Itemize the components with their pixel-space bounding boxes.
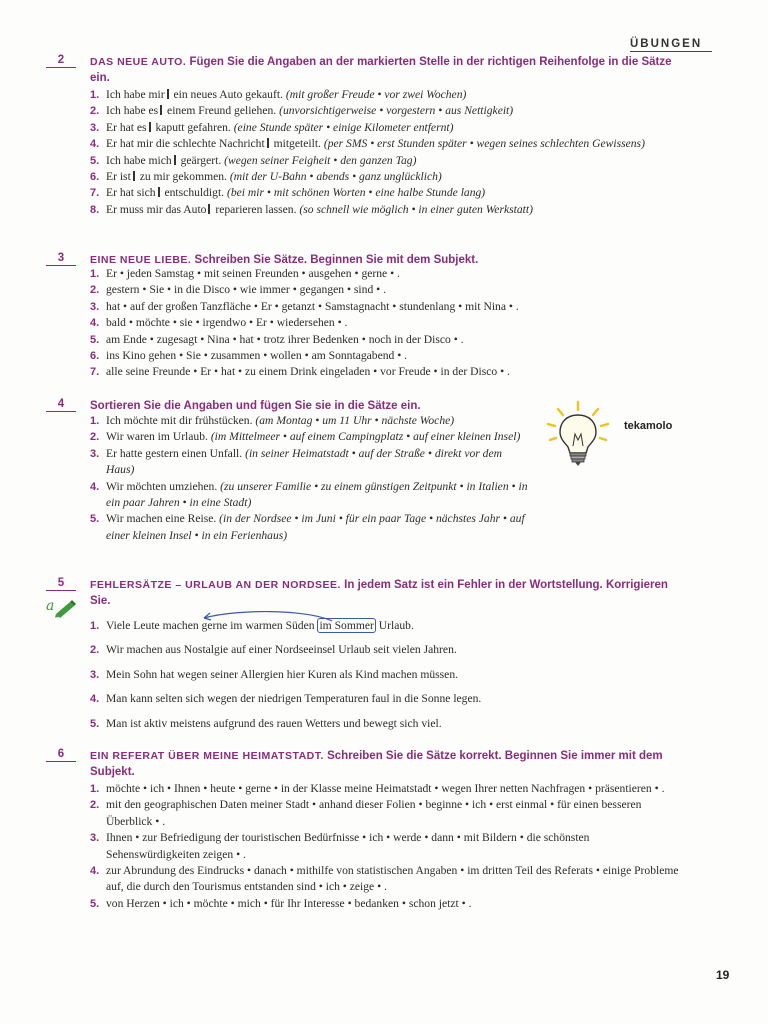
list-item xyxy=(90,413,530,429)
item-text: ins Kino gehen • Sie • zusammen • wollen • am Sonntagabend • . xyxy=(106,349,408,363)
item-hint: (mit großer Freude • vor zwei Wochen) xyxy=(285,88,467,101)
item-number: 5. xyxy=(90,154,100,167)
exercise-title: EIN REFERAT ÜBER MEINE HEIMATSTADT. Schreiben Sie die Sätze korrekt. Beginnen Sie immer mit dem Subjekt. xyxy=(90,750,663,778)
exercise-title: Sortieren Sie die Angaben und fügen Sie sie in die Sätze ein. xyxy=(90,400,421,412)
item-text: ein neues Auto gekauft. xyxy=(170,88,286,101)
bulb-label: tekamolo xyxy=(624,420,673,432)
item-number: 2. xyxy=(90,105,100,118)
exercise-number: 4 xyxy=(46,398,76,412)
list-item xyxy=(90,364,700,380)
item-hint: (so schnell wie möglich • in einer guten Werkstatt) xyxy=(299,202,533,216)
item-hint: (per SMS • erst Stunden später • wegen seines schlechten Gewissens) xyxy=(323,137,645,151)
item-number: 3. xyxy=(90,300,100,313)
item-text: bald • möchte • sie • irgendwo • Er • wiedersehen • . xyxy=(106,316,348,330)
exercise-title: EINE NEUE LIEBE. Schreiben Sie Sätze. Beginnen Sie mit dem Subjekt. xyxy=(90,254,479,266)
list-item xyxy=(90,282,700,298)
exercise-number: 6 xyxy=(46,748,76,762)
exercise-items xyxy=(90,87,700,218)
exercise-items xyxy=(90,413,530,544)
list-item xyxy=(90,169,700,185)
pencil-icon xyxy=(54,598,78,618)
item-number: 5. xyxy=(90,897,100,910)
insertion-marker xyxy=(160,105,162,115)
item-number: 4. xyxy=(90,693,100,706)
item-number: 2. xyxy=(90,644,100,656)
item-number: 5. xyxy=(90,717,100,730)
list-item xyxy=(90,830,680,863)
item-text: zu mir gekommen. xyxy=(136,170,230,184)
item-number: 7. xyxy=(90,366,100,379)
list-item xyxy=(90,348,700,364)
item-text: Man ist aktiv meistens aufgrund des rauen Wetters und bewegt sich viel. xyxy=(106,716,442,730)
item-text: Ich möchte mit dir frühstücken. xyxy=(106,414,256,427)
item-text: gestern • Sie • in die Disco • wie immer • gegangen • sind • . xyxy=(106,283,387,297)
item-text: Er ist xyxy=(106,170,131,184)
list-item xyxy=(90,797,680,830)
item-text: entschuldigt. xyxy=(161,186,227,200)
list-item xyxy=(90,896,680,912)
item-text: mit den geographischen Daten meiner Stadt • anhand dieser Folien • beginne • ich • erst einmal • für einen besseren Überblick • . xyxy=(106,798,642,828)
item-text: kaputt gefahren. xyxy=(152,120,234,134)
list-item xyxy=(90,781,680,797)
list-item xyxy=(90,315,700,331)
item-text: einem Freund geliehen. xyxy=(164,104,280,118)
list-item xyxy=(90,429,530,445)
list-item xyxy=(90,299,700,315)
item-number: 6. xyxy=(90,171,100,184)
item-number: 2. xyxy=(90,799,100,812)
list-item xyxy=(90,136,700,152)
example-annotation: a xyxy=(42,598,82,622)
item-text: von Herzen • ich • möchte • mich • für Ihr Interesse • bedanken • schon jetzt • . xyxy=(106,896,472,910)
item-number: 7. xyxy=(90,187,100,200)
item-text: Ich habe es xyxy=(106,104,159,118)
list-item xyxy=(90,642,700,658)
item-number: 1. xyxy=(90,783,100,795)
item-text: Man kann selten sich wegen der niedrigen Temperaturen faul in die Sonne legen. xyxy=(106,692,482,706)
item-text: Wir möchten umziehen. xyxy=(106,479,221,493)
item-text: Er hat mir die schlechte Nachricht xyxy=(106,137,265,151)
item-number: 4. xyxy=(90,865,100,878)
item-number: 4. xyxy=(90,317,100,330)
item-hint: (unvorsichtigerweise • vorgestern • aus Nettigkeit) xyxy=(279,104,514,118)
item-number: 1. xyxy=(90,89,100,101)
item-number: 3. xyxy=(90,447,100,460)
item-number: 1. xyxy=(90,268,100,280)
insertion-marker xyxy=(174,155,176,165)
item-hint: (in seiner Heimatstadt • auf der Straße • direkt vor dem Haus) xyxy=(106,446,502,477)
item-number: 5. xyxy=(90,333,100,346)
exercise-items xyxy=(90,642,700,740)
insertion-marker xyxy=(133,171,135,181)
exercise-number: 3 xyxy=(46,252,76,266)
item-text: Er hat sich xyxy=(106,186,156,200)
exercise-number: 2 xyxy=(46,54,76,68)
list-item xyxy=(90,863,680,896)
item-number: 6. xyxy=(90,350,100,363)
item-hint: (bei mir • mit schönen Worten • eine halbe Stunde lang) xyxy=(226,186,486,200)
lightbulb-icon xyxy=(540,400,620,468)
item-text: alle seine Freunde • Er • hat • zu einem Drink eingeladen • vor Freude • in der Disco • . xyxy=(106,365,510,379)
item-number: 2. xyxy=(90,431,100,444)
exercise-items xyxy=(90,266,700,381)
insertion-marker xyxy=(208,204,210,214)
item-hint: (wegen seiner Feigheit • den ganzen Tag) xyxy=(224,153,417,167)
exercise-items xyxy=(90,618,700,643)
item-hint: (am Montag • um 11 Uhr • nächste Woche) xyxy=(255,414,455,427)
item-hint: (mit der U-Bahn • abends • ganz unglücklich) xyxy=(229,170,442,184)
list-item: 1. Viele Leute machen gerne im warmen Süden im Sommer Urlaub. xyxy=(90,618,700,634)
item-text: zur Abrundung des Eindrucks • danach • mithilfe von statistischen Angaben • im dritten Teil des Referats • einige Probleme auf, die durch den Tourismus entstanden sind • ich • zeige • . xyxy=(106,864,679,894)
exercise-title: DAS NEUE AUTO. Fügen Sie die Angaben an der markierten Stelle in der richtigen Reihenfolge in die Sätze ein. xyxy=(90,56,672,84)
insertion-marker xyxy=(267,138,269,148)
item-number: 3. xyxy=(90,121,100,134)
item-text: geärgert. xyxy=(177,153,225,167)
list-item xyxy=(90,185,700,201)
item-text: Ich habe mir xyxy=(106,88,165,101)
item-number: 4. xyxy=(90,138,100,151)
correction-arrow-icon xyxy=(196,611,336,623)
item-text: Wir machen aus Nostalgie auf einer Nordseeinsel Urlaub seit vielen Jahren. xyxy=(106,643,457,656)
insertion-marker xyxy=(158,187,160,197)
item-text: Mein Sohn hat wegen seiner Allergien hier Kuren als Kind machen müssen. xyxy=(106,667,459,681)
exercise-title: FEHLERSÄTZE – URLAUB AN DER NORDSEE. In jedem Satz ist ein Fehler in der Wortstellung. Korrigieren Sie. xyxy=(90,579,668,607)
item-text: Er hatte gestern einen Unfall. xyxy=(106,446,246,460)
list-item xyxy=(90,153,700,169)
list-item xyxy=(90,716,700,732)
list-item xyxy=(90,202,700,218)
list-item xyxy=(90,120,700,136)
item-hint: (in der Nordsee • im Juni • für ein paar Tage • nächstes Jahr • auf einer kleinen Insel • in ein Ferienhaus) xyxy=(106,512,525,542)
list-item xyxy=(90,103,700,119)
item-text: Wir machen eine Reise. xyxy=(106,512,220,526)
list-item xyxy=(90,332,700,348)
item-text: hat • auf der großen Tanzfläche • Er • getanzt • Samstagnacht • stundenlang • mit Nina • . xyxy=(106,299,519,313)
item-text: Er hat es xyxy=(106,120,147,134)
insertion-marker xyxy=(149,122,151,132)
list-item xyxy=(90,87,700,103)
item-hint: (eine Stunde später • einige Kilometer entfernt) xyxy=(233,120,454,134)
list-item xyxy=(90,479,530,512)
list-item xyxy=(90,691,700,707)
item-text: Er muss mir das Auto xyxy=(106,202,207,216)
item-text: Ihnen • zur Befriedigung der touristischen Bedürfnisse • ich • werde • dann • mit Bildern • die schönsten Sehenswürdigkeiten zeigen • . xyxy=(106,831,590,861)
item-text: Ich habe mich xyxy=(106,153,172,167)
item-text: Wir waren im Urlaub. xyxy=(106,430,211,444)
list-item xyxy=(90,266,700,282)
item-number: 2. xyxy=(90,284,100,297)
item-number: 5. xyxy=(90,513,100,526)
item-text: Er • jeden Samstag • mit seinen Freunden • ausgehen • gerne • . xyxy=(106,267,400,280)
item-number: 1. xyxy=(90,415,100,427)
exercise-number: 5 xyxy=(46,577,76,591)
item-number: 3. xyxy=(90,668,100,681)
list-item xyxy=(90,511,530,544)
insertion-marker xyxy=(167,89,169,99)
item-hint: (im Mittelmeer • auf einem Campingplatz • auf einer kleinen Insel) xyxy=(210,430,521,444)
list-item xyxy=(90,667,700,683)
page-number: 19 xyxy=(716,968,730,982)
item-hint: (zu unserer Familie • zu einem günstigen Zeitpunkt • in Italien • in ein paar Jahren • in eine Stadt) xyxy=(106,479,528,510)
item-number: 4. xyxy=(90,480,100,493)
item-number: 3. xyxy=(90,832,100,845)
item-text: möchte • ich • Ihnen • heute • gerne • in der Klasse meine Heimatstadt • wegen Ihrer netten Nachfragen • präsentieren • . xyxy=(106,782,665,795)
item-text: reparieren lassen. xyxy=(212,202,300,216)
exercise-items xyxy=(90,781,680,912)
marked-phrase: im Sommer xyxy=(319,619,374,632)
item-text: am Ende • zugesagt • Nina • hat • trotz ihrer Bedenken • noch in der Disco • . xyxy=(106,332,464,346)
section-header: ÜBUNGEN xyxy=(630,38,712,52)
item-text: mitgeteilt. xyxy=(270,137,324,151)
item-number: 8. xyxy=(90,203,100,216)
list-item xyxy=(90,446,530,479)
